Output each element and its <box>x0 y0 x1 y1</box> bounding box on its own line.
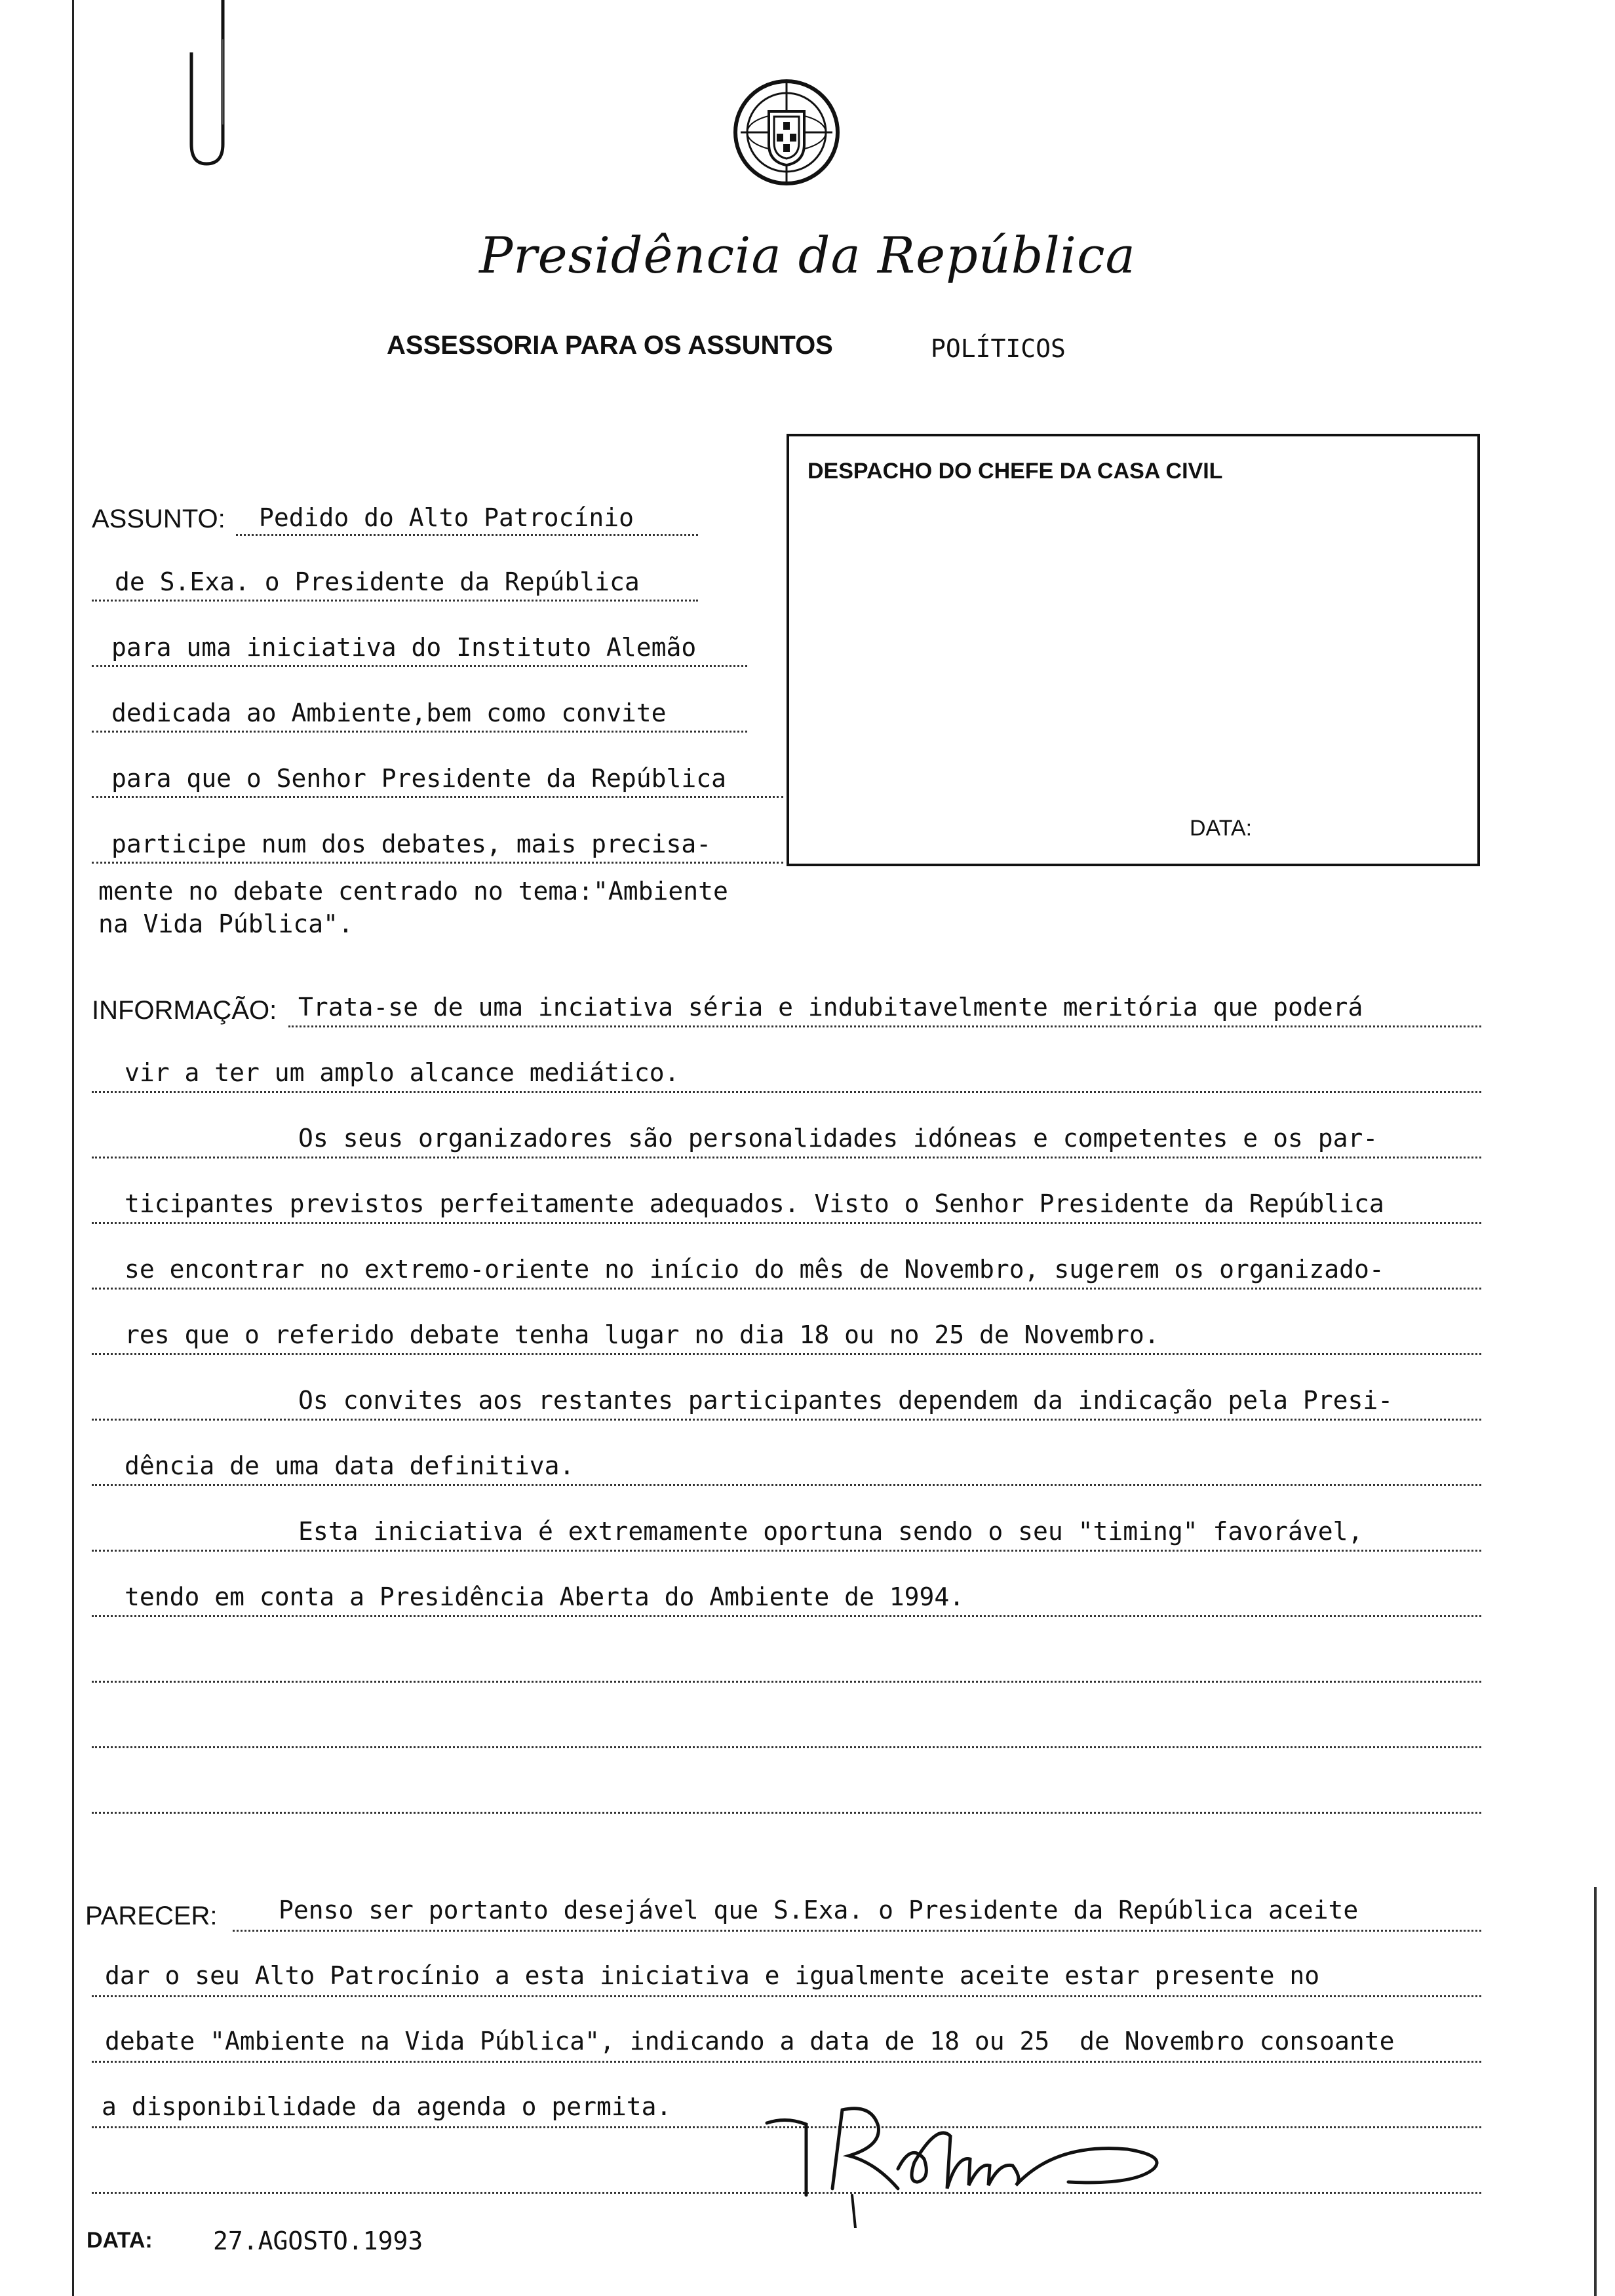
dispatch-box-date-label: DATA: <box>1190 816 1253 841</box>
dotline <box>92 1353 1481 1355</box>
margin-rule <box>72 0 74 2296</box>
dotline <box>92 665 747 667</box>
parecer-label: PARECER: <box>85 1902 218 1930</box>
dispatch-box <box>787 434 1480 866</box>
dotline <box>92 600 698 602</box>
informacao-line-7: Os convites aos restantes participantes dependem da indicação pela Presi- <box>298 1386 1393 1415</box>
dotline <box>92 1615 1481 1617</box>
footer-date-label: DATA: <box>87 2228 153 2253</box>
assunto-line-7: mente no debate centrado no tema:"Ambiente <box>98 877 728 906</box>
dotline <box>92 1812 1481 1814</box>
parecer-line-4: a disponibilidade da agenda o permita. <box>102 2092 672 2121</box>
informacao-line-5: se encontrar no extremo-oriente no início do mês de Novembro, sugerem os organizado- <box>125 1255 1384 1284</box>
informacao-label: INFORMAÇÃO: <box>92 996 277 1025</box>
dotline <box>233 1930 1481 1932</box>
footer-date-value: 27.AGOSTO.1993 <box>213 2227 423 2255</box>
dotline <box>92 862 783 864</box>
dotline <box>92 1550 1481 1552</box>
dotline <box>92 1222 1481 1224</box>
department-label: ASSESSORIA PARA OS ASSUNTOS <box>387 331 833 360</box>
dotline <box>92 2061 1481 2063</box>
dotline <box>92 1746 1481 1748</box>
dotline <box>92 1091 1481 1093</box>
right-edge-rule <box>1594 1887 1597 2296</box>
dotline <box>92 1681 1481 1683</box>
dotline <box>92 1288 1481 1290</box>
dotline <box>92 1419 1481 1421</box>
parecer-line-2: dar o seu Alto Patrocínio a esta iniciativa e igualmente aceite estar presente no <box>105 1961 1320 1990</box>
assunto-line-8: na Vida Pública". <box>98 909 353 938</box>
informacao-line-10: tendo em conta a Presidência Aberta do Ambiente de 1994. <box>125 1582 965 1611</box>
informacao-line-1: Trata-se de uma inciativa séria e indubitavelmente meritória que poderá <box>298 993 1363 1022</box>
assunto-line-1: Pedido do Alto Patrocínio <box>259 503 634 532</box>
dotline <box>92 731 747 733</box>
dotline <box>288 1025 1481 1027</box>
paper-clip-icon <box>184 0 256 170</box>
dotline <box>92 1995 1481 1997</box>
informacao-line-3: Os seus organizadores são personalidades idóneas e competentes e os par- <box>298 1124 1378 1153</box>
dotline <box>92 796 783 798</box>
assunto-line-3: para uma iniciativa do Instituto Alemão <box>111 633 697 662</box>
dispatch-box-title: DESPACHO DO CHEFE DA CASA CIVIL <box>808 459 1223 484</box>
assunto-line-4: dedicada ao Ambiente,bem como convite <box>111 698 667 727</box>
department-tail: POLÍTICOS <box>931 334 1066 363</box>
parecer-line-1: Penso ser portanto desejável que S.Exa. o Presidente da República aceite <box>279 1896 1359 1924</box>
coat-of-arms-icon <box>731 73 842 191</box>
informacao-line-9: Esta iniciativa é extremamente oportuna sendo o seu "timing" favorável, <box>298 1517 1363 1546</box>
informacao-line-6: res que o referido debate tenha lugar no dia 18 ou no 25 de Novembro. <box>125 1320 1159 1349</box>
informacao-line-4: ticipantes previstos perfeitamente adequados. Visto o Senhor Presidente da República <box>125 1189 1384 1218</box>
dotline <box>236 534 698 536</box>
informacao-line-8: dência de uma data definitiva. <box>125 1451 575 1480</box>
assunto-label: ASSUNTO: <box>92 505 225 533</box>
signature <box>760 2097 1180 2228</box>
institution-title: Presidência da República <box>479 226 1136 284</box>
assunto-line-6: participe num dos debates, mais precisa- <box>111 830 712 858</box>
dotline <box>92 1157 1481 1158</box>
assunto-line-5: para que o Senhor Presidente da República <box>111 764 726 793</box>
informacao-line-2: vir a ter um amplo alcance mediático. <box>125 1058 680 1087</box>
parecer-line-3: debate "Ambiente na Vida Pública", indicando a data de 18 ou 25 de Novembro consoante <box>105 2027 1395 2056</box>
dotline <box>92 1484 1481 1486</box>
assunto-line-2: de S.Exa. o Presidente da República <box>115 567 640 596</box>
